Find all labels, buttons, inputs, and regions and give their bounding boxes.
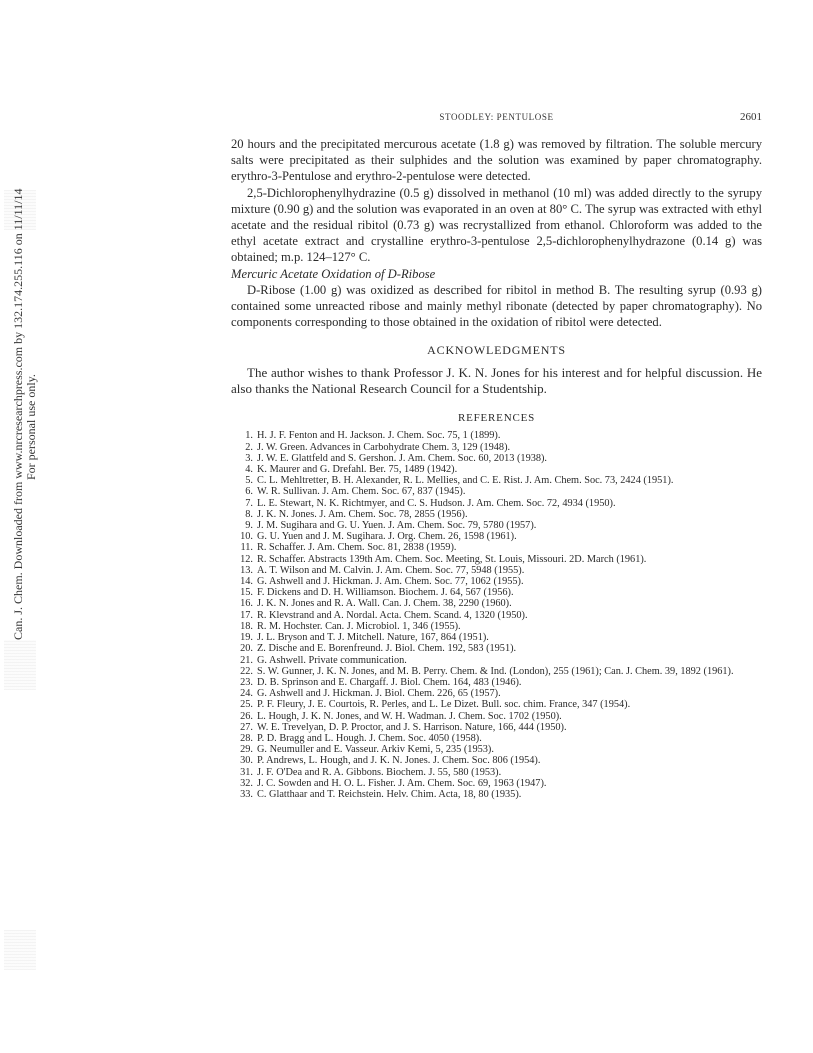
reference-item — [231, 666, 762, 677]
reference-number: 33. — [240, 788, 253, 800]
reference-number: 22. — [240, 665, 253, 677]
reference-item — [231, 542, 762, 553]
reference-number: 32. — [240, 777, 253, 789]
reference-item — [231, 722, 762, 733]
reference-item — [231, 621, 762, 632]
reference-text: F. Dickens and D. H. Williamson. Biochem. J. 64, 567 (1956). — [257, 587, 514, 599]
reference-item — [231, 632, 762, 643]
reference-item — [231, 598, 762, 609]
reference-item — [231, 744, 762, 755]
download-watermark — [0, 0, 40, 1053]
reference-text: D. B. Sprinson and E. Chargaff. J. Biol. Chem. 164, 483 (1946). — [257, 676, 522, 688]
reference-text: J. W. E. Glattfeld and S. Gershon. J. Am. Chem. Soc. 60, 2013 (1938). — [257, 452, 548, 464]
reference-text: S. W. Gunner, J. K. N. Jones, and M. B. Perry. Chem. & Ind. (London), 255 (1961); Can. J. Chem. 39, 1892 (1961). — [257, 665, 734, 677]
reference-item — [231, 733, 762, 744]
reference-item — [231, 576, 762, 587]
acknowledgments-heading: ACKNOWLEDGMENTS — [427, 343, 566, 358]
reference-text: R. Klevstrand and A. Nordal. Acta. Chem. Scand. 4, 1320 (1950). — [257, 609, 528, 621]
paragraph: D-Ribose (1.00 g) was oxidized as described for ribitol in method B. The resulting syrup (0.93 g) contained some unreacted ribose and mainly methyl ribonate (detected by paper chromatography). No components corresponding to those obtained in the oxidation of ribitol were detected. — [231, 282, 762, 330]
reference-number: 23. — [240, 676, 253, 688]
reference-number: 21. — [240, 654, 253, 666]
reference-number: 30. — [240, 755, 253, 767]
page-number: 2601 — [740, 111, 762, 123]
reference-number: 1. — [245, 430, 253, 442]
reference-number: 5. — [245, 475, 253, 487]
reference-text: G. U. Yuen and J. M. Sugihara. J. Org. Chem. 26, 1598 (1961). — [257, 531, 517, 543]
acknowledgments-text: The author wishes to thank Professor J. K. N. Jones for his interest and for helpful discussion. He also thanks the National Research Council for a Studentship. — [231, 364, 762, 397]
reference-number: 7. — [245, 497, 253, 509]
reference-number: 11. — [240, 542, 253, 554]
scan-artifact — [4, 930, 36, 970]
reference-text: A. T. Wilson and M. Calvin. J. Am. Chem. Soc. 77, 5948 (1955). — [257, 564, 525, 576]
reference-item — [231, 565, 762, 576]
reference-text: W. R. Sullivan. J. Am. Chem. Soc. 67, 837 (1945). — [257, 486, 466, 498]
reference-text: J. M. Sugihara and G. U. Yuen. J. Am. Chem. Soc. 79, 5780 (1957). — [257, 520, 537, 532]
running-head: STOODLEY: PENTULOSE — [439, 112, 554, 122]
reference-item — [231, 498, 762, 509]
reference-number: 12. — [240, 553, 253, 565]
reference-number: 14. — [240, 576, 253, 588]
reference-text: G. Ashwell. Private communication. — [257, 654, 407, 666]
reference-item — [231, 554, 762, 565]
reference-text: J. K. N. Jones. J. Am. Chem. Soc. 78, 2855 (1956). — [257, 508, 468, 520]
reference-number: 19. — [240, 632, 253, 644]
reference-item — [231, 453, 762, 464]
reference-text: R. Schaffer. Abstracts 139th Am. Chem. Soc. Meeting, St. Louis, Missouri. 2D. March (1961). — [257, 553, 647, 565]
reference-item — [231, 486, 762, 497]
reference-text: P. F. Fleury, J. E. Courtois, R. Perles, and L. Le Dizet. Bull. soc. chim. France, 347 (1954). — [257, 699, 631, 711]
reference-number: 15. — [240, 587, 253, 599]
reference-item — [231, 767, 762, 778]
reference-text: Z. Dische and E. Borenfreund. J. Biol. Chem. 192, 583 (1951). — [257, 643, 517, 655]
paragraph: 20 hours and the precipitated mercurous acetate (1.8 g) was removed by filtration. The soluble mercury salts were precipitated as their sulphides and the solution was examined by paper chromatography. erythro-3-Pentulose and erythro-2-pentulose were detected. — [231, 137, 762, 184]
reference-text: C. Glatthaar and T. Reichstein. Helv. Chim. Acta, 18, 80 (1935). — [257, 788, 522, 800]
reference-number: 28. — [240, 732, 253, 744]
watermark-line-2: For personal use only. — [24, 374, 38, 480]
reference-text: L. E. Stewart, N. K. Richtmyer, and C. S. Hudson. J. Am. Chem. Soc. 72, 4934 (1950). — [257, 497, 616, 509]
reference-text: L. Hough, J. K. N. Jones, and W. H. Wadman. J. Chem. Soc. 1702 (1950). — [257, 710, 562, 722]
reference-item — [231, 755, 762, 766]
reference-number: 26. — [240, 710, 253, 722]
reference-number: 9. — [245, 520, 253, 532]
watermark-line-1: Can. J. Chem. Downloaded from www.nrcresearchpress.com by 132.174.255.116 on 11/11/14 — [11, 188, 25, 640]
reference-item — [231, 442, 762, 453]
reference-number: 27. — [240, 721, 253, 733]
references-heading: REFERENCES — [457, 412, 536, 425]
reference-text: R. Schaffer. J. Am. Chem. Soc. 81, 2838 (1959). — [257, 542, 457, 554]
reference-number: 6. — [245, 486, 253, 498]
reference-item — [231, 520, 762, 531]
reference-text: R. M. Hochster. Can. J. Microbiol. 1, 346 (1955). — [257, 620, 461, 632]
reference-number: 29. — [240, 744, 253, 756]
reference-text: J. W. Green. Advances in Carbohydrate Chem. 3, 129 (1948). — [257, 441, 511, 453]
reference-text: K. Maurer and G. Drefahl. Ber. 75, 1489 (1942). — [257, 464, 458, 476]
page-content — [231, 136, 762, 800]
reference-item — [231, 509, 762, 520]
reference-item — [231, 643, 762, 654]
reference-text: G. Neumuller and E. Vasseur. Arkiv Kemi, 5, 235 (1953). — [257, 744, 494, 756]
reference-text: P. D. Bragg and L. Hough. J. Chem. Soc. 4050 (1958). — [257, 732, 482, 744]
reference-number: 4. — [245, 464, 253, 476]
section-heading: Mercuric Acetate Oxidation of D-Ribose — [231, 266, 436, 281]
reference-number: 16. — [240, 598, 253, 610]
reference-number: 25. — [240, 699, 253, 711]
watermark-text — [12, 189, 38, 640]
reference-item — [231, 655, 762, 666]
reference-number: 24. — [240, 688, 253, 700]
reference-item — [231, 688, 762, 699]
reference-text: J. L. Bryson and T. J. Mitchell. Nature, 167, 864 (1951). — [257, 632, 489, 644]
reference-item — [231, 778, 762, 789]
paragraph: 2,5-Dichlorophenylhydrazine (0.5 g) dissolved in methanol (10 ml) was added directly to the syrupy mixture (0.90 g) and the solution was evaporated in an oven at 80° C. The syrup was extracted with ethyl acetate and the residual ribitol (0.73 g) was recrystallized from ethanol. Chloroform was added to the ethyl acetate extract and crystalline erythro-3-pentulose 2,5-dichlorophenylhydrazone (0.14 g) was obtained; m.p. 124–127° C. — [231, 185, 762, 265]
reference-number: 20. — [240, 643, 253, 655]
reference-number: 17. — [240, 609, 253, 621]
reference-item — [231, 677, 762, 688]
reference-item — [231, 711, 762, 722]
reference-item — [231, 531, 762, 542]
reference-text: J. K. N. Jones and R. A. Wall. Can. J. Chem. 38, 2290 (1960). — [257, 598, 512, 610]
reference-number: 3. — [245, 452, 253, 464]
reference-item — [231, 430, 762, 441]
reference-text: W. E. Trevelyan, D. P. Proctor, and J. S. Harrison. Nature, 166, 444 (1950). — [257, 721, 567, 733]
reference-list — [231, 430, 762, 800]
reference-item — [231, 587, 762, 598]
reference-text: C. L. Mehltretter, B. H. Alexander, R. L. Mellies, and C. E. Rist. J. Am. Chem. Soc. 73, 2424 (1951). — [257, 475, 674, 487]
reference-text: P. Andrews, L. Hough, and J. K. N. Jones. J. Chem. Soc. 806 (1954). — [257, 755, 541, 767]
reference-text: G. Ashwell and J. Hickman. J. Am. Chem. Soc. 77, 1062 (1955). — [257, 576, 524, 588]
reference-text: J. F. O'Dea and R. A. Gibbons. Biochem. J. 55, 580 (1953). — [257, 766, 502, 778]
reference-text: G. Ashwell and J. Hickman. J. Biol. Chem. 226, 65 (1957). — [257, 688, 501, 700]
scan-artifact — [4, 640, 36, 690]
reference-item — [231, 699, 762, 710]
reference-number: 10. — [240, 531, 253, 543]
reference-item — [231, 475, 762, 486]
reference-text: H. J. F. Fenton and H. Jackson. J. Chem. Soc. 75, 1 (1899). — [257, 430, 501, 442]
reference-number: 2. — [245, 441, 253, 453]
reference-item — [231, 610, 762, 621]
reference-number: 8. — [245, 508, 253, 520]
reference-item — [231, 789, 762, 800]
reference-number: 13. — [240, 564, 253, 576]
reference-text: J. C. Sowden and H. O. L. Fisher. J. Am. Chem. Soc. 69, 1963 (1947). — [257, 777, 547, 789]
reference-item — [231, 464, 762, 475]
page-header — [231, 112, 762, 126]
reference-number: 18. — [240, 620, 253, 632]
reference-number: 31. — [240, 766, 253, 778]
